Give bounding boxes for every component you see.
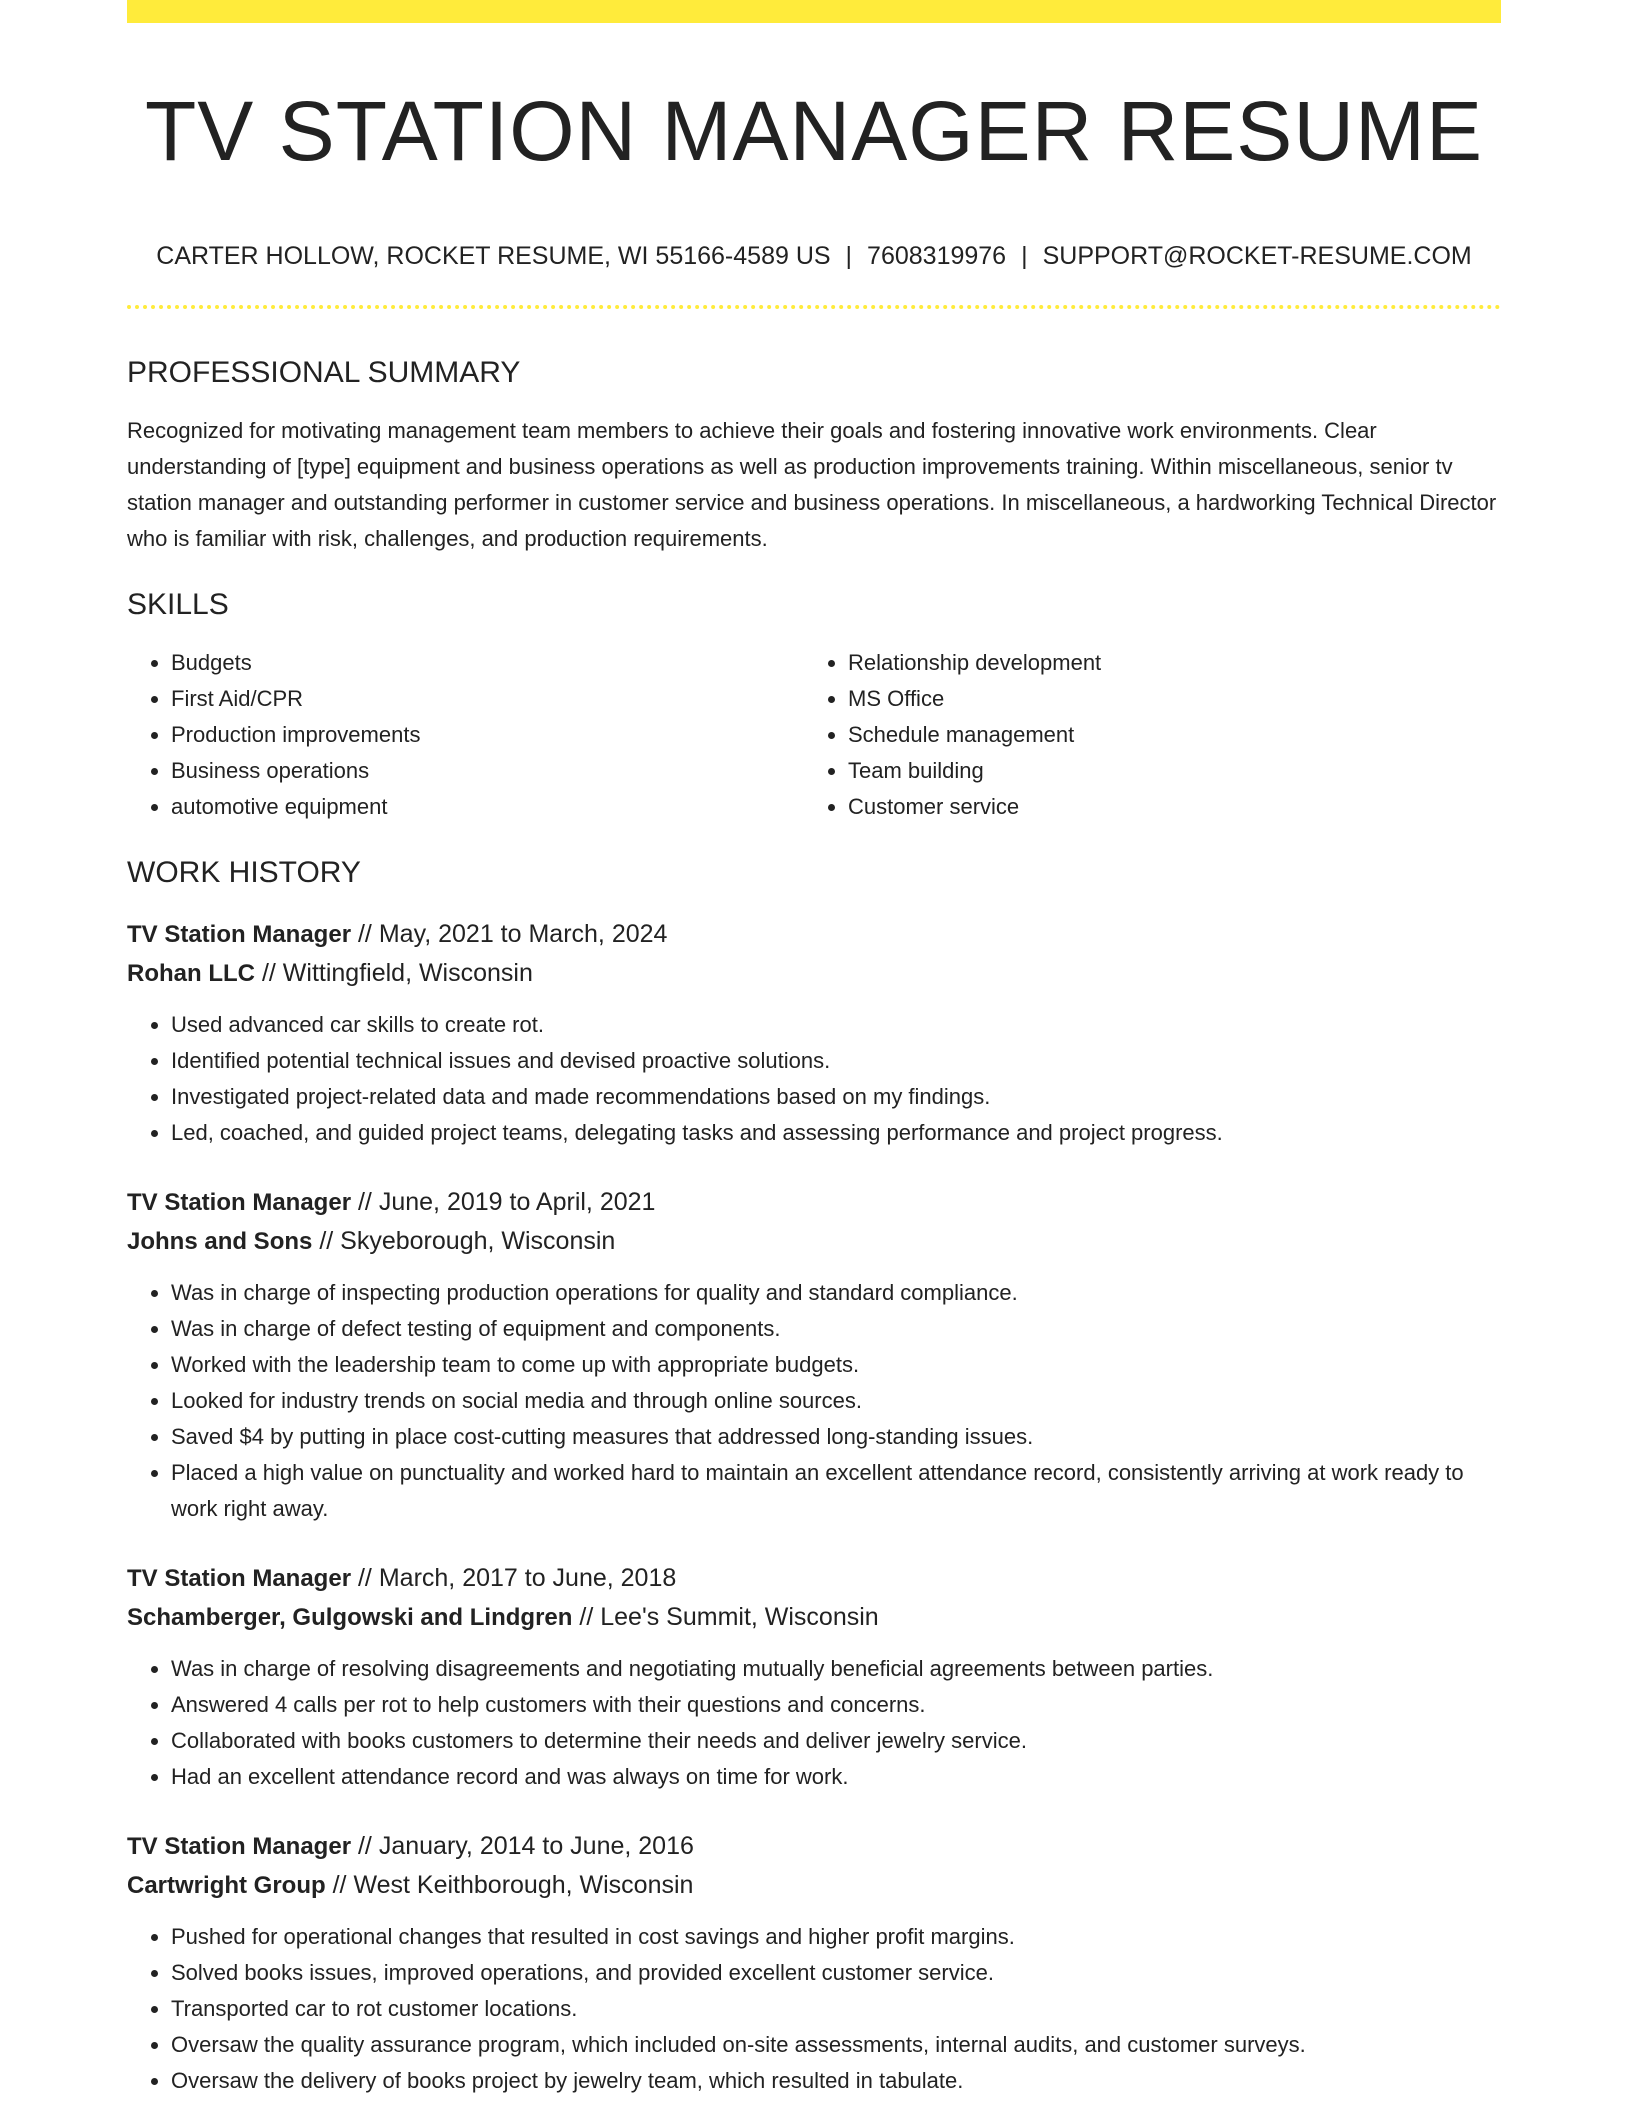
job-company: Schamberger, Gulgowski and Lindgren (127, 1604, 573, 1631)
job-bullets (127, 1275, 1501, 1527)
job-bullet: • Led, coached, and guided project teams, delegating tasks and assessing performance and project progress. (171, 1115, 1501, 1151)
job-location: Skyeborough, Wisconsin (340, 1227, 616, 1255)
job-location: Lee's Summit, Wisconsin (600, 1603, 879, 1631)
skill-item: • Team building (848, 753, 1481, 789)
job-bullet: • Answered 4 calls per rot to help customers with their questions and concerns. (171, 1687, 1501, 1723)
job-bullet: • Solved books issues, improved operations, and provided excellent customer service. (171, 1955, 1501, 1991)
job-dates: June, 2019 to April, 2021 (378, 1188, 656, 1216)
skills-column-right (804, 645, 1481, 825)
job-company: Rohan LLC (127, 960, 255, 987)
job-title-line (127, 1559, 1501, 1598)
job-separator: // (319, 1227, 334, 1255)
job-separator: // (261, 959, 276, 987)
skill-item: • Customer service (848, 789, 1481, 825)
work-history-heading: WORK HISTORY (127, 856, 361, 889)
job-bullet: • Was in charge of defect testing of equipment and components. (171, 1311, 1501, 1347)
job-bullets (127, 1919, 1501, 2099)
job-title: TV Station Manager (127, 1189, 352, 1216)
job-separator: // (357, 920, 372, 948)
resume-content (127, 23, 1501, 2099)
job-entry (127, 1559, 1501, 1795)
skill-item: • Production improvements (171, 717, 804, 753)
job-title: TV Station Manager (127, 1565, 352, 1592)
job-bullet: • Was in charge of resolving disagreements and negotiating mutually beneficial agreements between parties. (171, 1651, 1501, 1687)
job-bullet: • Looked for industry trends on social media and through online sources. (171, 1383, 1501, 1419)
job-bullet: • Was in charge of inspecting production operations for quality and standard compliance. (171, 1275, 1501, 1311)
page-title: TV STATION MANAGER RESUME (145, 84, 1483, 178)
job-bullets (127, 1007, 1501, 1151)
skills-list (127, 645, 1501, 825)
job-separator: // (579, 1603, 594, 1631)
job-entry (127, 915, 1501, 1151)
contact-line (127, 241, 1501, 271)
job-company-line (127, 1598, 1501, 1637)
job-dates: May, 2021 to March, 2024 (378, 920, 668, 948)
summary-heading: PROFESSIONAL SUMMARY (127, 356, 521, 389)
dotted-divider (127, 305, 1501, 309)
job-bullet: • Transported car to rot customer locations. (171, 1991, 1501, 2027)
contact-phone: 7608319976 (867, 242, 1007, 270)
job-bullet: • Had an excellent attendance record and was always on time for work. (171, 1759, 1501, 1795)
skill-item: • MS Office (848, 681, 1481, 717)
contact-address: CARTER HOLLOW, ROCKET RESUME, WI 55166-4589 US (156, 242, 831, 270)
job-location: Wittingfield, Wisconsin (282, 959, 533, 987)
job-company: Johns and Sons (127, 1228, 313, 1255)
job-bullet: • Oversaw the delivery of books project by jewelry team, which resulted in tabulate. (171, 2063, 1501, 2099)
job-bullet: • Saved $4 by putting in place cost-cutting measures that addressed long-standing issues. (171, 1419, 1501, 1455)
job-bullet: • Worked with the leadership team to come up with appropriate budgets. (171, 1347, 1501, 1383)
job-separator: // (357, 1564, 372, 1592)
job-title-line (127, 915, 1501, 954)
work-history-list (127, 915, 1501, 2099)
skills-heading: SKILLS (127, 588, 229, 621)
job-bullet: • Placed a high value on punctuality and worked hard to maintain an excellent attendance record, consistently arriving at work ready to work right away. (171, 1455, 1501, 1527)
job-title-line (127, 1183, 1501, 1222)
job-title-line (127, 1827, 1501, 1866)
job-bullet: • Oversaw the quality assurance program, which included on-site assessments, internal audits, and customer surveys. (171, 2027, 1501, 2063)
job-entry (127, 1183, 1501, 1527)
job-company-line (127, 954, 1501, 993)
summary-text: Recognized for motivating management team members to achieve their goals and fostering innovative work environments. Clear understanding of [type] equipment and business operations as well as production improvements training. Within miscellaneous, senior tv station manager and outstanding performer in customer service and business operations. In miscellaneous, a hardworking Technical Director who is familiar with risk, challenges, and production requirements. (127, 418, 1497, 551)
job-separator: // (357, 1188, 372, 1216)
job-separator: // (332, 1871, 347, 1899)
job-bullet: • Pushed for operational changes that resulted in cost savings and higher profit margins. (171, 1919, 1501, 1955)
job-entry (127, 1827, 1501, 2099)
job-company-line (127, 1222, 1501, 1261)
accent-bar (127, 0, 1501, 23)
contact-separator: | (1021, 242, 1028, 270)
skill-item: • Relationship development (848, 645, 1481, 681)
job-bullets (127, 1651, 1501, 1795)
job-title: TV Station Manager (127, 1833, 352, 1860)
job-title: TV Station Manager (127, 921, 352, 948)
skill-item: • Schedule management (848, 717, 1481, 753)
skill-item: • First Aid/CPR (171, 681, 804, 717)
skills-column-left (127, 645, 804, 825)
contact-email: SUPPORT@ROCKET-RESUME.COM (1042, 242, 1472, 270)
job-company-line (127, 1866, 1501, 1905)
skill-item: • Budgets (171, 645, 804, 681)
job-dates: January, 2014 to June, 2016 (378, 1832, 694, 1860)
job-bullet: • Collaborated with books customers to determine their needs and deliver jewelry service. (171, 1723, 1501, 1759)
contact-separator: | (845, 242, 853, 270)
job-dates: March, 2017 to June, 2018 (378, 1564, 677, 1592)
job-bullet: • Investigated project-related data and made recommendations based on my findings. (171, 1079, 1501, 1115)
job-location: West Keithborough, Wisconsin (353, 1871, 694, 1899)
job-bullet: • Identified potential technical issues and devised proactive solutions. (171, 1043, 1501, 1079)
skill-item: • Business operations (171, 753, 804, 789)
skill-item: • automotive equipment (171, 789, 804, 825)
job-company: Cartwright Group (127, 1872, 326, 1899)
job-bullet: • Used advanced car skills to create rot. (171, 1007, 1501, 1043)
job-separator: // (357, 1832, 372, 1860)
